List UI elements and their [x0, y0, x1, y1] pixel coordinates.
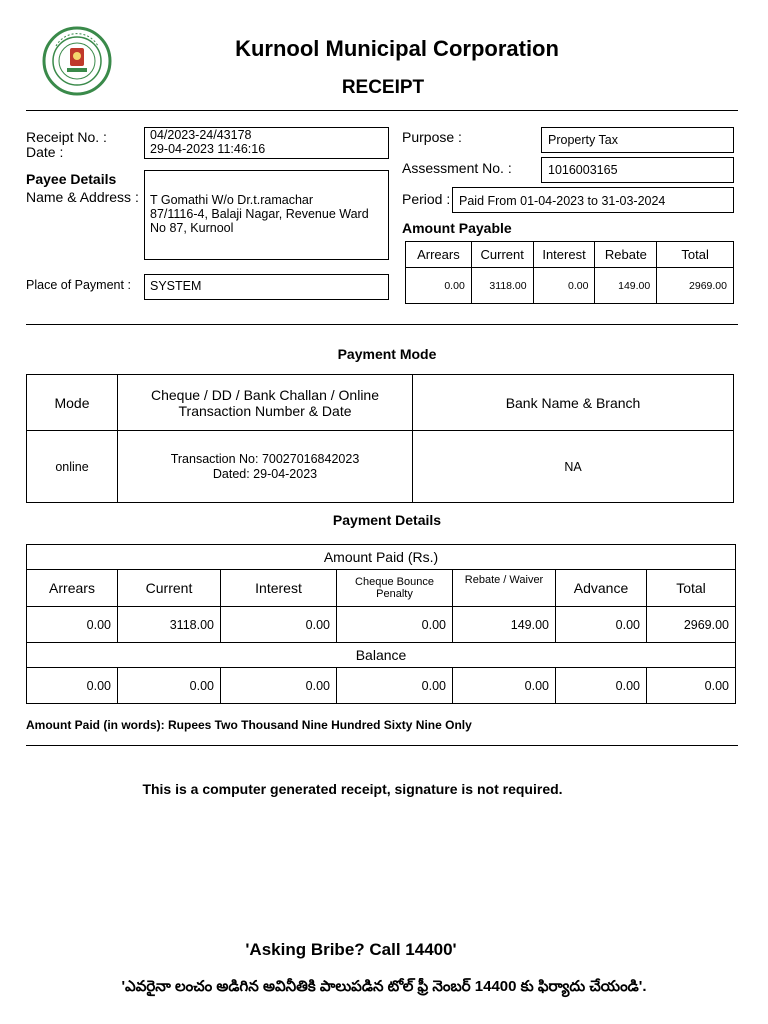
- payment-mode-table: [26, 374, 734, 503]
- name-address-label: Name & Address :: [26, 189, 139, 205]
- payment-details-table: [26, 544, 736, 704]
- paid-header-total: Total: [647, 570, 736, 607]
- bank-column-header: Bank Name & Branch: [413, 375, 734, 431]
- payable-header-arrears: Arrears: [406, 242, 472, 268]
- payable-header-rebate: Rebate: [595, 242, 657, 268]
- paid-value-total: 2969.00: [647, 607, 736, 643]
- assessment-no-label: Assessment No. :: [402, 160, 512, 176]
- payable-value-arrears: 0.00: [406, 268, 472, 304]
- section-divider-1: [26, 324, 738, 325]
- payment-details-heading: Payment Details: [332, 512, 442, 528]
- paid-header-advance: Advance: [556, 570, 647, 607]
- assessment-no-value: 1016003165: [548, 163, 618, 177]
- place-of-payment-value: SYSTEM: [150, 279, 202, 293]
- transaction-value: [118, 431, 413, 503]
- balance-caption: Balance: [27, 643, 736, 668]
- transaction-column-header-line2: Transaction Number & Date: [178, 402, 352, 419]
- paid-value-current: 3118.00: [118, 607, 221, 643]
- paid-header-current: Current: [118, 570, 221, 607]
- paid-value-cheque-bounce-penalty: 0.00: [337, 607, 453, 643]
- payable-header-total: Total: [657, 242, 734, 268]
- balance-value-rebate-waiver: 0.00: [453, 668, 556, 704]
- paid-header-arrears: Arrears: [27, 570, 118, 607]
- balance-value-advance: 0.00: [556, 668, 647, 704]
- paid-value-advance: 0.00: [556, 607, 647, 643]
- name-address-line1: T Gomathi W/o Dr.t.ramachar: [150, 193, 314, 207]
- purpose-label: Purpose :: [402, 129, 462, 145]
- place-of-payment-label: Place of Payment :: [26, 278, 131, 292]
- paid-value-interest: 0.00: [221, 607, 337, 643]
- paid-value-arrears: 0.00: [27, 607, 118, 643]
- paid-header-cheque-bounce-penalty: Cheque Bounce Penalty: [337, 570, 453, 607]
- balance-value-total: 0.00: [647, 668, 736, 704]
- receipt-no-value: 04/2023-24/43178: [150, 128, 252, 142]
- name-address-line3: No 87, Kurnool: [150, 221, 234, 235]
- transaction-column-header: [118, 375, 413, 431]
- paid-header-rebate-waiver: Rebate / Waiver: [453, 570, 556, 607]
- period-label: Period :: [402, 191, 451, 207]
- payable-header-interest: Interest: [533, 242, 595, 268]
- anti-bribe-notice-telugu: 'ఎవరైనా లంచం అడిగిన అవినీతికి పాలుపడిన టోల్ ఫ్రీ నెంబర్ 14400 కు ఫిర్యాదు చేయండి'.: [121, 978, 647, 995]
- transaction-date: Dated: 29-04-2023: [212, 466, 318, 481]
- amount-paid-caption: Amount Paid (Rs.): [27, 545, 736, 570]
- payable-value-total: 2969.00: [657, 268, 734, 304]
- amount-payable-table: [405, 241, 734, 304]
- section-divider-2: [26, 745, 738, 746]
- bank-value: NA: [413, 431, 734, 503]
- paid-header-interest: Interest: [221, 570, 337, 607]
- mode-column-header: Mode: [27, 375, 118, 431]
- amount-in-words: Amount Paid (in words): Rupees Two Thousand Nine Hundred Sixty Nine Only: [26, 718, 472, 732]
- mode-value: online: [27, 431, 118, 503]
- payable-value-interest: 0.00: [533, 268, 595, 304]
- paid-value-rebate-waiver: 149.00: [453, 607, 556, 643]
- period-value: Paid From 01-04-2023 to 31-03-2024: [459, 194, 666, 208]
- transaction-column-header-line1: Cheque / DD / Bank Challan / Online: [150, 386, 379, 403]
- payment-mode-heading: Payment Mode: [337, 346, 437, 362]
- receipt-title: RECEIPT: [341, 77, 425, 98]
- date-label: Date :: [26, 144, 64, 160]
- payable-header-current: Current: [471, 242, 533, 268]
- computer-generated-note: This is a computer generated receipt, signature is not required.: [142, 781, 563, 797]
- payable-value-rebate: 149.00: [595, 268, 657, 304]
- organization-name: Kurnool Municipal Corporation: [235, 36, 559, 61]
- balance-value-current: 0.00: [118, 668, 221, 704]
- payable-value-current: 3118.00: [471, 268, 533, 304]
- header-divider: [26, 110, 738, 111]
- payee-details-heading: Payee Details: [26, 171, 117, 187]
- amount-payable-heading: Amount Payable: [402, 220, 512, 236]
- date-value: 29-04-2023 11:46:16: [150, 142, 266, 156]
- receipt-no-label: Receipt No. :: [26, 129, 107, 145]
- name-address-line2: 87/1116-4, Balaji Nagar, Revenue Ward: [150, 207, 369, 221]
- balance-value-interest: 0.00: [221, 668, 337, 704]
- anti-bribe-notice-english: 'Asking Bribe? Call 14400': [245, 940, 457, 959]
- balance-value-cheque-bounce-penalty: 0.00: [337, 668, 453, 704]
- purpose-value: Property Tax: [548, 133, 618, 147]
- balance-value-arrears: 0.00: [27, 668, 118, 704]
- transaction-number: Transaction No: 70027016842023: [170, 451, 360, 466]
